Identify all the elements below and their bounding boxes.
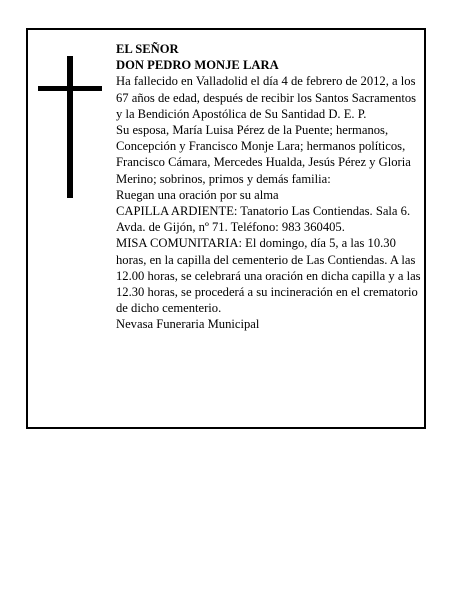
obituary-notice [26, 28, 426, 429]
cross-horizontal-bar [38, 86, 102, 91]
deceased-name: DON PEDRO MONJE LARA [116, 58, 279, 73]
chapel-info: CAPILLA ARDIENTE: Tanatorio Las Contiendas. Sala 6. Avda. de Gijón, nº 71. Teléfono: 983 360405. [116, 204, 411, 235]
funeral-home: Nevasa Funeraria Municipal [116, 317, 260, 332]
notice-heading: EL SEÑOR [116, 42, 179, 56]
prayer-request: Ruegan una oración por su alma [116, 187, 279, 202]
death-announcement: Ha fallecido en Valladolid el día 4 de febrero de 2012, a los 67 años de edad, después de recibir los Santos Sacramentos y la Bendición Apostólica de Su Santidad D. E. P. [116, 74, 417, 121]
mass-info: MISA COMUNITARIA: El domingo, día 5, a las 10.30 horas, en la capilla del cementerio de Las Contiendas. A las 12.00 horas, se celebrará una oración en dicha capilla y a las 12.30 horas, se procederá a su incineración en el crematorio de dicho cementerio. [116, 236, 421, 316]
cross-icon [38, 56, 102, 198]
notice-text [116, 41, 421, 333]
cross-vertical-bar [67, 56, 73, 198]
family-list: Su esposa, María Luisa Pérez de la Puente; hermanos, Concepción y Francisco Monje Lara; hermanos políticos, Francisco Cámara, Mercedes Hualda, Jesús Pérez y Gloria Merino; sobrinos, primos y demás familia: [116, 123, 411, 186]
